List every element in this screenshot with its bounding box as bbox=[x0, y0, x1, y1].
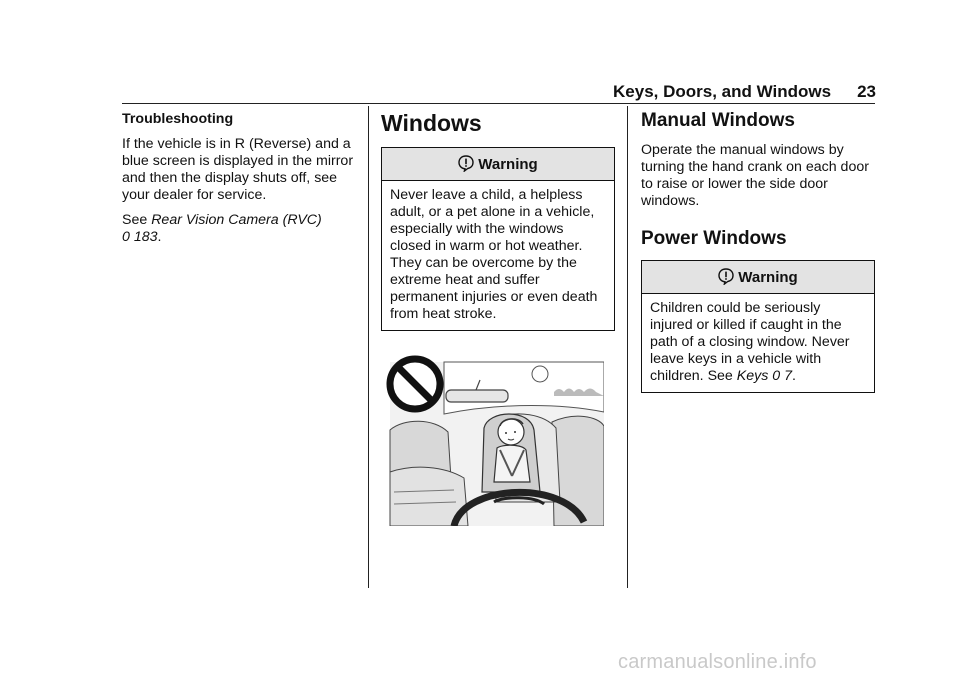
column-divider-left bbox=[368, 106, 369, 588]
power-warning-suffix: . bbox=[792, 368, 796, 384]
left-column bbox=[122, 111, 358, 254]
manual-windows-heading: Manual Windows bbox=[641, 110, 795, 131]
rvc-link[interactable]: Rear Vision Camera (RVC) bbox=[151, 212, 322, 228]
middle-column bbox=[381, 110, 615, 331]
child-in-car-illustration bbox=[384, 352, 604, 526]
watermark: carmanualsonline.info bbox=[618, 651, 817, 673]
power-warning-body: Children could be seriously injured or killed if caught in the path of a closing window. Never leave keys in a vehicle with children. See bbox=[650, 300, 850, 384]
rvc-page-ref[interactable]: 0 183 bbox=[122, 229, 158, 245]
troubleshooting-paragraph: If the vehicle is in R (Reverse) and a blue screen is displayed in the mirror and then the display shuts off, see your dealer for service. bbox=[122, 136, 354, 203]
right-column bbox=[641, 110, 875, 393]
windows-warning-text: Never leave a child, a helpless adult, or a pet alone in a vehicle, especially with the windows closed in warm or hot weather. They can be overcome by the extreme heat and suffer permanent injuries or even death from heat stroke. bbox=[390, 187, 598, 322]
troubleshooting-heading: Troubleshooting bbox=[122, 111, 234, 127]
prohibition-icon bbox=[390, 359, 440, 409]
windows-warning-header bbox=[382, 148, 614, 181]
see-reference bbox=[122, 212, 358, 246]
power-windows-warning-box bbox=[641, 260, 875, 393]
windows-warning-title: Warning bbox=[478, 156, 538, 173]
page-number: 23 bbox=[857, 82, 876, 101]
keys-page-ref[interactable]: 0 7 bbox=[772, 368, 792, 384]
warning-icon bbox=[458, 155, 474, 172]
see-prefix: See bbox=[122, 212, 152, 228]
page-header bbox=[560, 82, 876, 102]
column-divider-right bbox=[627, 106, 628, 588]
power-windows-heading: Power Windows bbox=[641, 228, 787, 249]
power-windows-warning-text bbox=[642, 294, 874, 392]
see-suffix: . bbox=[157, 229, 162, 245]
manual-windows-text: Operate the manual windows by turning the hand crank on each door to raise or lower the side door windows. bbox=[641, 142, 869, 209]
warning-icon bbox=[718, 268, 734, 285]
power-windows-warning-header bbox=[642, 261, 874, 294]
section-title: Keys, Doors, and Windows bbox=[613, 82, 832, 101]
power-windows-warning-title: Warning bbox=[738, 269, 798, 286]
header-rule bbox=[122, 103, 875, 104]
windows-heading: Windows bbox=[381, 110, 482, 136]
keys-link[interactable]: Keys bbox=[736, 368, 769, 384]
windows-warning-box bbox=[381, 147, 615, 331]
